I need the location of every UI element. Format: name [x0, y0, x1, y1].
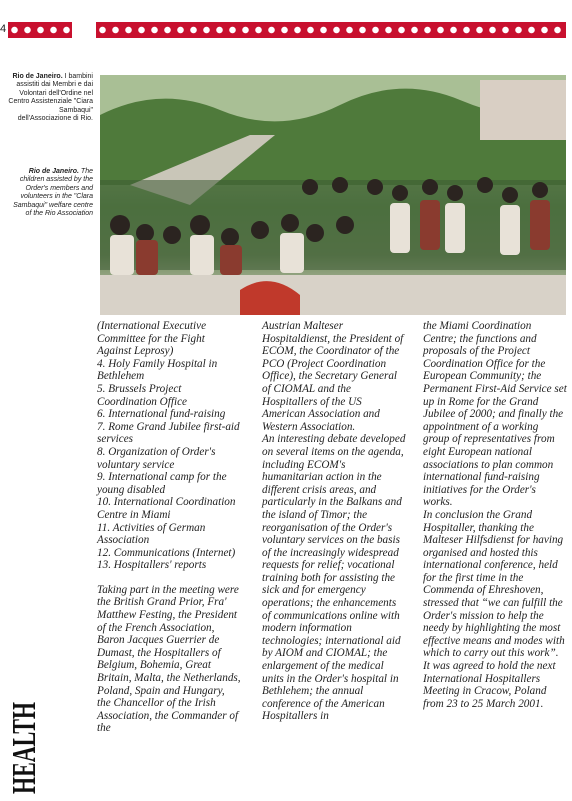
participants-continued-paragraph: Austrian Malteser Hospitaldienst, the President of ECOM, the Coordinator of the PCO (Project Coordination Office), the Secretary General of CIOMAL and the Hospitallers of the US American Association and Western Association. — [262, 320, 404, 433]
list-line: 11. Activities of German Association — [97, 521, 206, 547]
header-cross-band-right — [96, 22, 566, 38]
caption-english-title: Rio de Janeiro. — [28, 168, 79, 175]
list-line: 12. Communications (Internet) — [97, 546, 236, 559]
list-line: 5. Brussels Project Coordination Office — [97, 382, 188, 408]
header-cross-band-left — [8, 22, 72, 38]
section-label-text: HEALTH — [6, 700, 42, 794]
debate-continued-paragraph: the Miami Coordination Centre; the functions and proposals of the Project Coordination Office for the European Community; the Permanent First-Aid Service set up in Rome for the Grand Jubilee of 2000; and finally the appointment of a working group of representatives from eight European national associations to plan common international fund-raising initiatives for the Order's works. — [423, 320, 567, 509]
list-line: 4. Holy Family Hospital in Bethlehem — [97, 357, 218, 383]
section-label-vertical — [2, 700, 42, 796]
list-line: 6. International fund-raising — [97, 408, 226, 421]
caption-italian-text: I bambini assistiti dai Membri e dai Volontari dell'Ordine nel Centro Assistenziale "Ciara Sambaqui" dell'Associazione di Rio. — [8, 73, 93, 123]
caption-english-text: The children assisted by the Order's members and volunteers in the "Clara Sambaqui" welfare centre of the Rio Association — [13, 168, 93, 218]
list-line: 7. Rome Grand Jubilee first-aid services — [97, 420, 240, 446]
list-line: 9. International camp for the young disabled — [97, 471, 227, 496]
article-column-1 — [97, 320, 241, 735]
participants-paragraph: Taking part in the meeting were the British Grand Prior, Fra' Matthew Festing, the President of the French Association, Baron Jacques Guerrier de Dumast, the Hospitallers of Belgium, Bohemia, Great Britain, Malta, the Netherlands, Poland, Spain and Hungary, the Chancellor of the Irish Association, the Commander of the — [97, 583, 241, 735]
list-line: (International Executive Committee for the Fight Against Leprosy) — [97, 320, 207, 358]
photo-caption-english — [8, 168, 93, 218]
list-line: 13. Hospitallers' reports — [97, 559, 207, 572]
list-line: 8. Organization of Order's voluntary service — [97, 445, 216, 471]
caption-italian-title: Rio de Janeiro. — [12, 73, 63, 80]
article-column-2 — [262, 320, 406, 723]
debate-paragraph: An interesting debate developed on several items on the agenda, including ECOM's humanitarian action in the different crisis areas, and particularly in the Balkans and the island of Timor; the reorganisation of the Order's voluntary services on the basis of the increasingly widespread requests for relief; vocational training both for assisting the sick and for emergency operations; the enhancements of communications online with modern information technologies; international aid by AIOM and CIOMAL; the enlargement of the medical units in the Order's hospital in Bethlehem; the annual conference of the American Hospitallers in — [262, 433, 406, 723]
photo-caption-italian — [8, 73, 93, 123]
conclusion-paragraph: In conclusion the Grand Hospitaller, thanking the Malteser Hilfsdienst for having organised and hosted this international conference, held for the first time in the Commenda of Ehreshoven, stressed that “we can fulfill the Order's mission to help the needy by highlighting the most effective means and modes with which to carry out this work”. It was agreed to hold the next International Hospitallers Meeting in Cracow, Poland from 23 to 25 March 2001. — [423, 508, 565, 710]
list-line: 10. International Coordination Centre in Miami — [97, 496, 236, 521]
article-column-3 — [423, 320, 567, 710]
rio-children-photo — [100, 75, 566, 315]
page-number: 4 — [0, 23, 7, 35]
